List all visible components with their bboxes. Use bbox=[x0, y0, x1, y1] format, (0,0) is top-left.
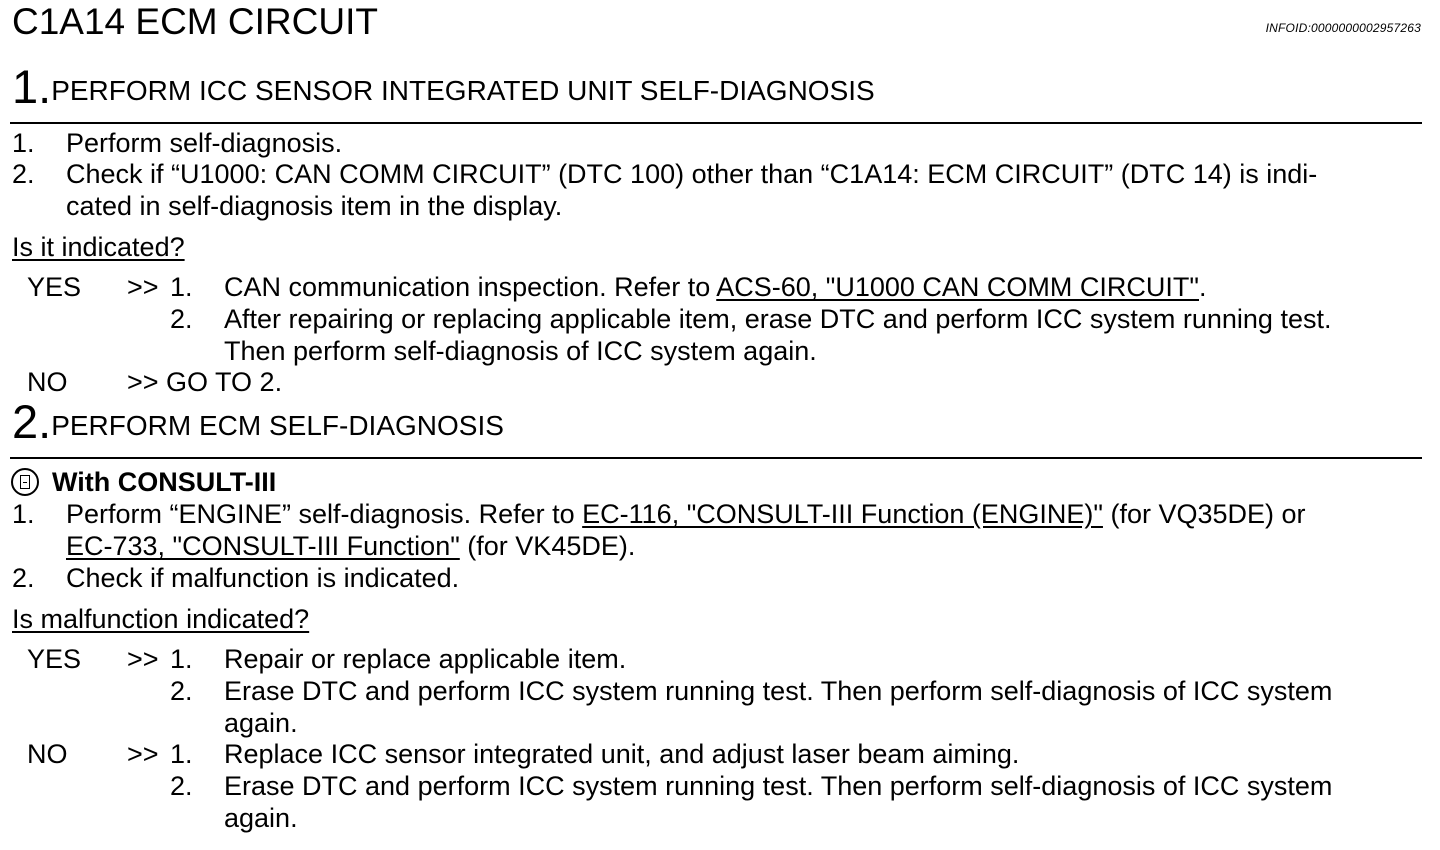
step-1-yes-arrow: >> bbox=[127, 272, 159, 302]
step-2-yes-arrow: >> bbox=[127, 644, 159, 674]
step-2-item-1 bbox=[66, 498, 1306, 530]
step-1-yes-sub-1-text: CAN communication inspection. Refer to bbox=[224, 272, 717, 302]
step-2-no-sub-2-number: 2. bbox=[170, 771, 193, 801]
step-1-item-1-text: Perform self-diagnosis. bbox=[66, 128, 343, 158]
step-1-no-text: >> GO TO 2. bbox=[127, 367, 283, 397]
divider bbox=[10, 122, 1422, 124]
step-2-yes-sub-2-number: 2. bbox=[170, 676, 193, 706]
step-2-no-sub-1-number: 1. bbox=[170, 739, 193, 769]
step-2-no-sub-2-text-cont: again. bbox=[224, 803, 298, 833]
acs-60-link[interactable]: ACS-60, "U1000 CAN COMM CIRCUIT" bbox=[716, 272, 1199, 302]
step-2-yes-sub-1-number: 1. bbox=[170, 644, 193, 674]
step-2-item-1-number: 1. bbox=[12, 499, 35, 529]
ec-733-link[interactable]: EC-733, "CONSULT-III Function" bbox=[66, 531, 460, 561]
step-2-no-arrow: >> bbox=[127, 739, 159, 769]
step-2-item-1-cont bbox=[66, 530, 635, 562]
step-1-yes-sub-2-text: After repairing or replacing applicable item, erase DTC and perform ICC system running test. bbox=[224, 304, 1332, 334]
ec-116-link[interactable]: EC-116, "CONSULT-III Function (ENGINE)" bbox=[582, 499, 1103, 529]
step-1-yes-sub-1-end: . bbox=[1199, 272, 1207, 302]
divider bbox=[10, 457, 1422, 459]
step-2-yes-sub-2-text: Erase DTC and perform ICC system running test. Then perform self-diagnosis of ICC system bbox=[224, 676, 1333, 706]
step-1-yes-sub-2-text-cont: Then perform self-diagnosis of ICC system again. bbox=[224, 336, 817, 366]
info-id: INFOID:0000000002957263 bbox=[1265, 21, 1421, 35]
step-2-no-sub-1-text: Replace ICC sensor integrated unit, and adjust laser beam aiming. bbox=[224, 739, 1020, 769]
step-1-item-2-text-cont: cated in self-diagnosis item in the display. bbox=[66, 191, 563, 221]
step-1-heading bbox=[12, 60, 875, 115]
step-1-yes-sub-2-number: 2. bbox=[170, 304, 193, 334]
step-1-item-2-number: 2. bbox=[12, 159, 35, 189]
step-2-item-1-text-b: (for VQ35DE) or bbox=[1102, 499, 1306, 529]
step-1-number: 1. bbox=[12, 60, 52, 113]
step-2-item-2-number: 2. bbox=[12, 563, 35, 593]
step-2-question: Is malfunction indicated? bbox=[12, 604, 310, 634]
step-2-heading bbox=[12, 395, 504, 450]
step-1-no-label: NO bbox=[27, 367, 68, 397]
step-1-yes-sub-1 bbox=[224, 271, 1207, 303]
step-2-item-2-text: Check if malfunction is indicated. bbox=[66, 563, 460, 593]
step-1-title: PERFORM ICC SENSOR INTEGRATED UNIT SELF-DIAGNOSIS bbox=[51, 75, 875, 106]
step-2-item-1-text: Perform “ENGINE” self-diagnosis. Refer to bbox=[66, 499, 583, 529]
step-2-no-label: NO bbox=[27, 739, 68, 769]
step-1-yes-label: YES bbox=[27, 272, 82, 302]
step-2-yes-label: YES bbox=[27, 644, 82, 674]
step-2-title: PERFORM ECM SELF-DIAGNOSIS bbox=[51, 410, 504, 441]
consult-label: With CONSULT-III bbox=[52, 467, 277, 497]
step-1-item-2-text: Check if “U1000: CAN COMM CIRCUIT” (DTC 100) other than “C1A14: ECM CIRCUIT” (DTC 14) is indi- bbox=[66, 159, 1318, 189]
step-1-yes-sub-1-number: 1. bbox=[170, 272, 193, 302]
step-2-number: 2. bbox=[12, 395, 52, 448]
page-title: C1A14 ECM CIRCUIT bbox=[12, 1, 378, 42]
consult-iii-icon bbox=[11, 468, 39, 496]
step-1-question: Is it indicated? bbox=[12, 232, 185, 262]
step-1-item-1-number: 1. bbox=[12, 128, 35, 158]
step-2-no-sub-2-text: Erase DTC and perform ICC system running test. Then perform self-diagnosis of ICC system bbox=[224, 771, 1333, 801]
step-2-yes-sub-1-text: Repair or replace applicable item. bbox=[224, 644, 627, 674]
step-2-yes-sub-2-text-cont: again. bbox=[224, 708, 298, 738]
step-2-item-1-text-c: (for VK45DE). bbox=[459, 531, 636, 561]
